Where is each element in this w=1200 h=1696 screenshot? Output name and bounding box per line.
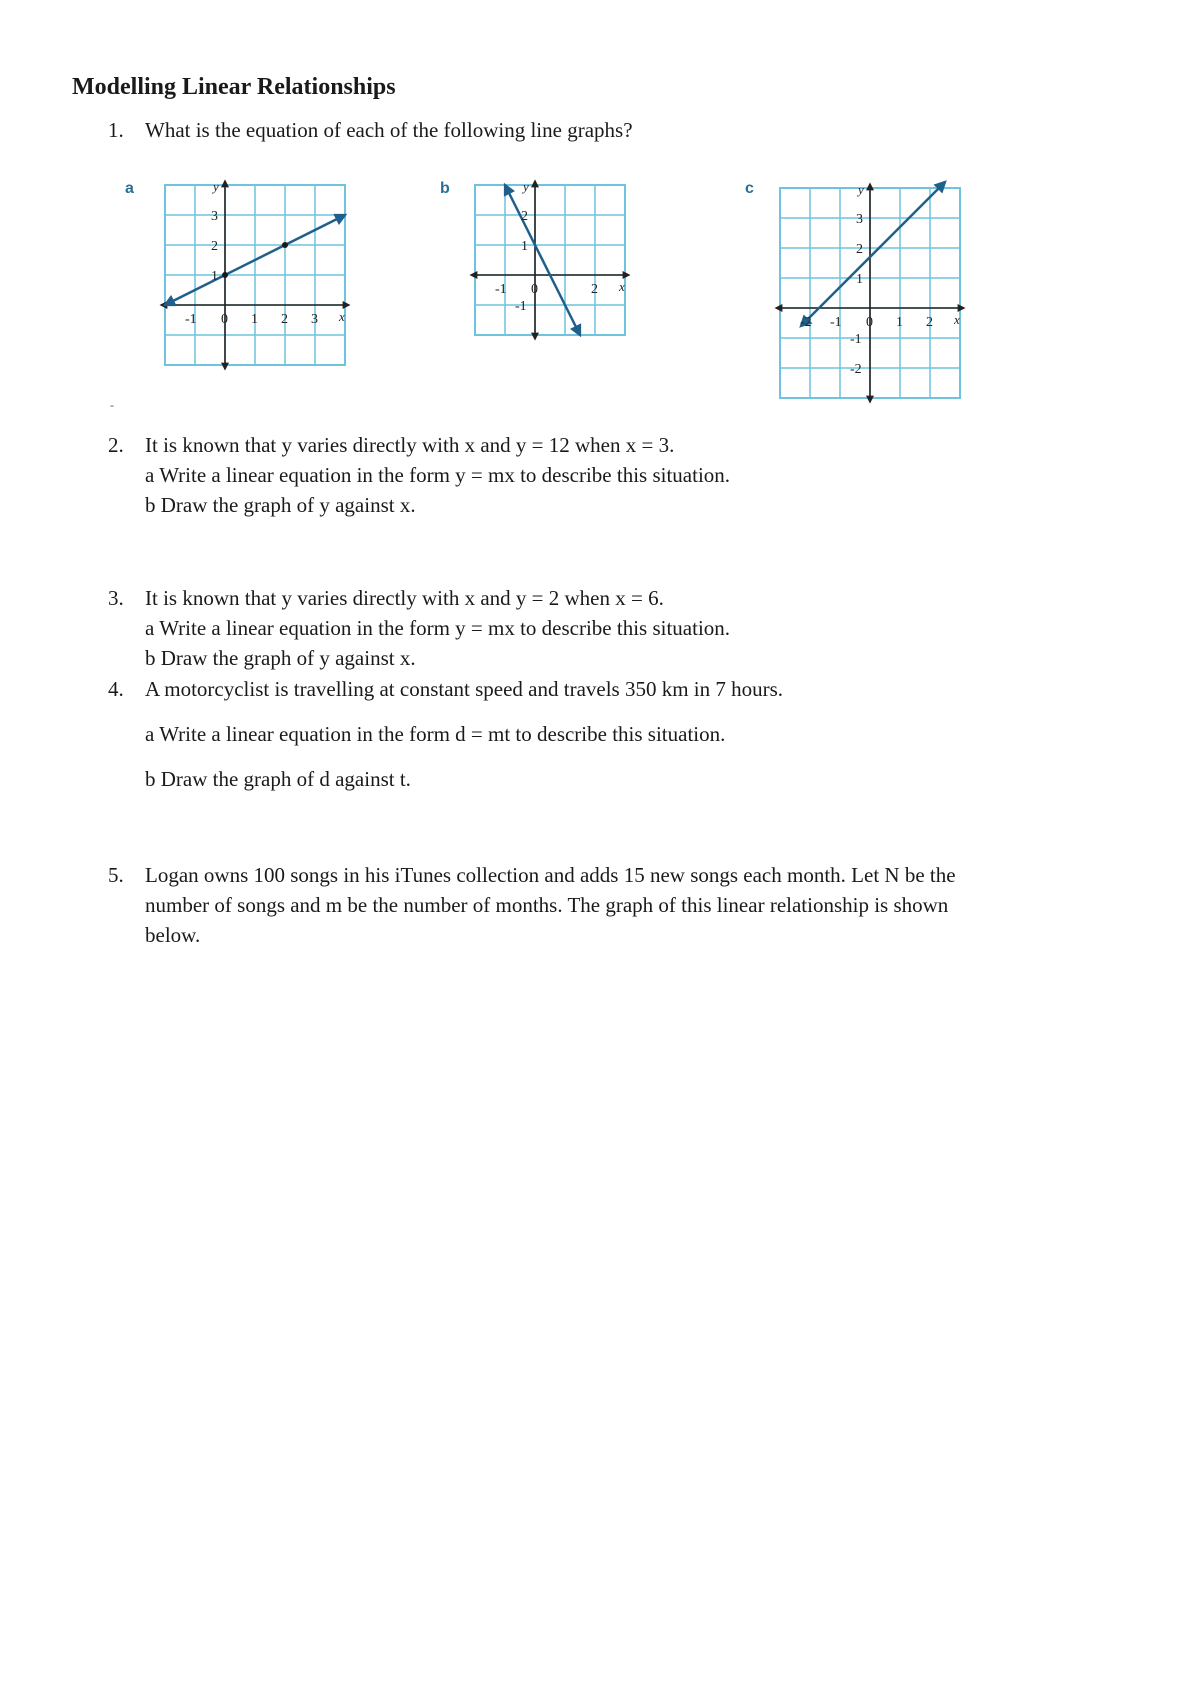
y-tick-label: -1 [515,299,527,314]
graph-b-label: b [440,180,450,197]
question-part-a: a Write a linear equation in the form d = mt to describe this situation. [145,722,726,746]
question-text: What is the equation of each of the following line graphs? [145,118,633,142]
question-text-cont: below. [145,923,201,947]
question-number: 1. [108,118,124,142]
question-number: 4. [108,677,124,701]
question-part-b: b Draw the graph of y against x. [145,646,416,670]
graph-a-grid [165,185,345,365]
graph-a [125,170,365,370]
y-tick-label: 3 [856,212,863,227]
question-text: It is known that y varies directly with x and y = 2 when x = 6. [145,586,664,610]
page-title: Modelling Linear Relationships [72,74,396,100]
stray-mark: - [110,398,114,412]
graph-a-tick-labels [185,209,318,327]
graph-b-grid [475,185,625,335]
x-tick-label: -1 [185,312,197,327]
x-tick-label: -1 [830,315,842,330]
x-tick-label: 0 [221,312,228,327]
x-tick-label: -1 [495,282,507,297]
graph-c-tick-labels [800,212,933,377]
graph-a-svg [125,170,365,370]
graph-c-svg [745,170,965,410]
x-tick-label: 2 [926,315,933,330]
question-text: It is known that y varies directly with x and y = 12 when x = 3. [145,433,675,457]
graph-b [440,170,640,350]
graph-c-x-axis-label: x [954,312,960,327]
graph-c-y-axis-label: y [858,182,864,197]
y-tick-label: 2 [856,242,863,257]
question-part-b: b Draw the graph of y against x. [145,493,416,517]
y-tick-label: 2 [211,239,218,254]
graph-a-label: a [125,180,134,197]
x-tick-label: 0 [866,315,873,330]
x-tick-label: 1 [251,312,258,327]
graph-b-tick-labels [495,209,598,314]
x-tick-label: 0 [531,282,538,297]
y-tick-label: -1 [850,332,862,347]
grid-border [475,185,625,335]
question-number: 5. [108,863,124,887]
question-number: 3. [108,586,124,610]
graph-a-y-axis-label: y [213,179,219,194]
graph-c-axes [776,184,964,402]
graph-b-svg [440,170,640,350]
y-tick-label: 3 [211,209,218,224]
data-point [222,272,228,278]
graph-b-axes [471,181,629,339]
y-tick-label: 2 [521,209,528,224]
question-part-a: a Write a linear equation in the form y = mx to describe this situation. [145,616,731,640]
graph-b-y-axis-label: y [523,179,529,194]
question-text: Logan owns 100 songs in his iTunes collection and adds 15 new songs each month. Let N be the [145,863,956,887]
y-tick-label: 1 [856,272,863,287]
question-number: 2. [108,433,124,457]
y-tick-label: -2 [850,362,862,377]
y-tick-label: 1 [521,239,528,254]
question-part-a: a Write a linear equation in the form y = mx to describe this situation. [145,463,731,487]
question-text: A motorcyclist is travelling at constant speed and travels 350 km in 7 hours. [145,677,784,701]
graph-c-label: c [745,180,754,197]
question-text-cont: number of songs and m be the number of months. The graph of this linear relationship is shown [145,893,949,917]
x-tick-label: 2 [591,282,598,297]
graph-c [745,170,965,410]
x-tick-label: 3 [311,312,318,327]
graph-b-x-axis-label: x [619,279,625,294]
x-tick-label: -2 [800,315,812,330]
x-tick-label: 1 [896,315,903,330]
graph-a-x-axis-label: x [339,309,345,324]
graph-c-line [801,182,945,326]
x-tick-label: 2 [281,312,288,327]
question-part-b: b Draw the graph of d against t. [145,767,411,791]
data-point [282,242,288,248]
y-tick-label: 1 [211,269,218,284]
